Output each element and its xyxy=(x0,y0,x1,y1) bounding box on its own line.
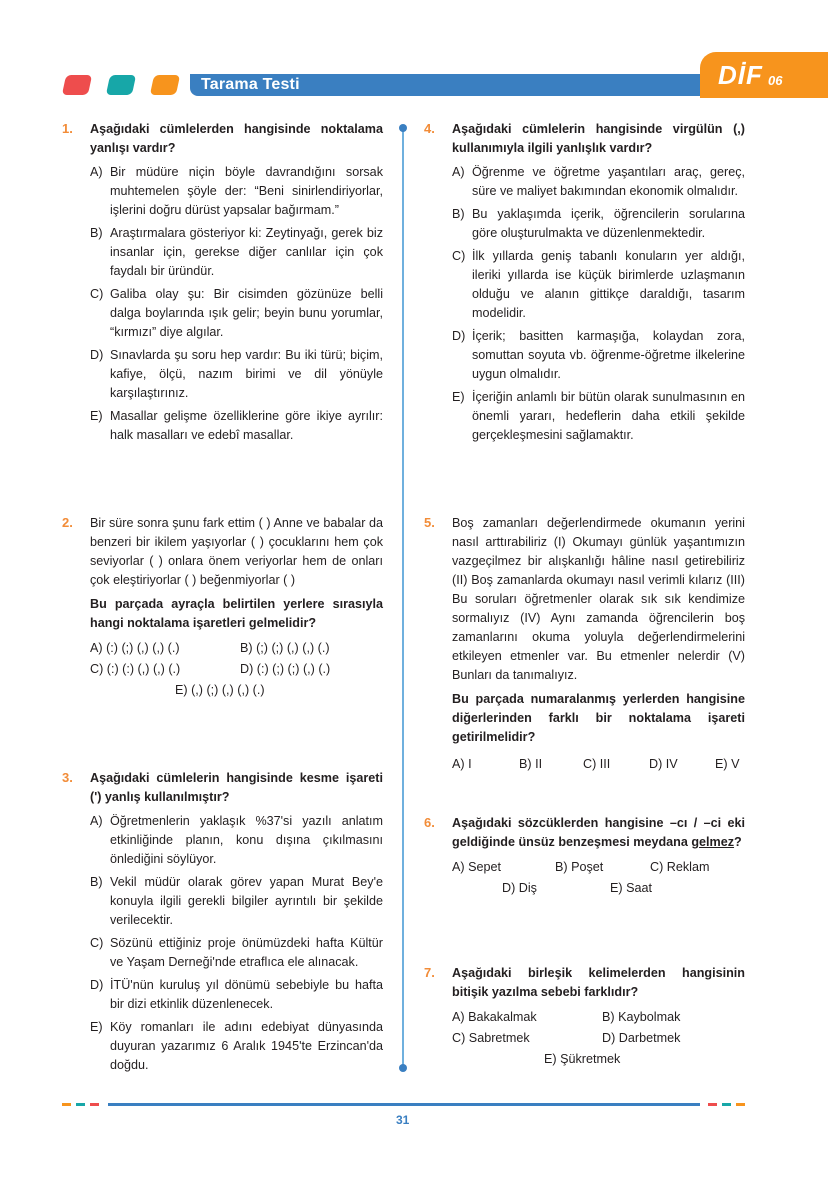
question-stem: Aşağıdaki sözcüklerden hangisine –cı / –ci eki geldiğinde ünsüz benzeşmesi meydana gelmez? xyxy=(452,816,745,849)
footer-dash xyxy=(722,1103,731,1106)
question-3 xyxy=(90,769,383,1075)
divider-top-dot xyxy=(399,124,407,132)
option-c[interactable]: C) Sabretmek xyxy=(452,1031,530,1045)
footer-dash xyxy=(736,1103,745,1106)
question-stem: Aşağıdaki cümlelerden hangisinde noktalama yanlışı vardır? xyxy=(90,122,383,155)
question-text: Boş zamanları değerlendirmede okumanın yerini nasıl arttırabiliriz (I) Okumayı günlük yaşantımızın vazgeçilmez bir alışkanlığı hâline nasıl getirebiliriz (II) Boş zamanlarda okumayı nasıl verimli kılarız (III) Bu soruları öğretmenler olarak sık sık kendimize sormalıyız (IV) Aynı zamanda öğrencilerin boş zamanlarını okuma yoluyla değerlendirmelerini etkileyen etmenler var. Bu etmenler nelerdir (V) Bunları da tanımalıyız. xyxy=(452,516,745,682)
option-a[interactable]: A) Öğrenme ve öğretme yaşantıları araç, gereç, süre ve maliyet bakımından ekonomik olmalıdır. xyxy=(452,165,745,198)
question-number: 1. xyxy=(62,121,73,136)
option-a[interactable]: A) Bakakalmak xyxy=(452,1010,537,1024)
question-stem: Aşağıdaki cümlelerin hangisinde virgülün (,) kullanımıyla ilgili yanlışlık vardır? xyxy=(452,122,745,155)
footer-dash xyxy=(62,1103,71,1106)
option-c[interactable]: C) Reklam xyxy=(650,860,710,874)
question-text: Bir süre sonra şunu fark ettim ( ) Anne ve babalar da benzeri bir ikilem yaşıyorlar ( ) çocuklarını hem çok seviyorlar ( ) onlara önem veriyorlar hem de onları çok eleştiriyorlar ( ) beğenmiyorlar ( ) xyxy=(90,516,383,587)
option-c[interactable]: C) Galiba olay şu: Bir cisimden gözünüze belli dalga boylarında ışık gelir; beyin bunu yorumlar, “kırmızı” diye algılar. xyxy=(90,287,383,339)
options-row xyxy=(452,1008,745,1029)
question-5 xyxy=(452,514,745,776)
option-e[interactable]: E) İçeriğin anlamlı bir bütün olarak sunulmasının en önemli yararı, hedeflerin daha etkili şekilde gerçekleşmesini sağlamaktır. xyxy=(452,390,745,442)
question-number: 5. xyxy=(424,515,435,530)
question-stem: Aşağıdaki birleşik kelimelerden hangisinin bitişik yazılma sebebi farklıdır? xyxy=(452,966,745,999)
option-e[interactable]: E) Köy romanları ile adını edebiyat dünyasında duyuran yazarımız 6 Aralık 1945'te Erzincan'da doğdu. xyxy=(90,1020,383,1072)
brand-logo: DİF xyxy=(718,60,763,90)
question-number: 7. xyxy=(424,965,435,980)
options-row xyxy=(90,681,383,702)
option-e[interactable]: E) Saat xyxy=(610,881,652,895)
options-row xyxy=(90,660,383,681)
column-divider xyxy=(402,127,404,1067)
question-stem: Aşağıdaki cümlelerin hangisinde kesme işareti (') yanlış kullanılmıştır? xyxy=(90,771,383,804)
header-title: Tarama Testi xyxy=(201,76,300,93)
option-b[interactable]: B) Vekil müdür olarak görev yapan Murat Bey'e konuyla ilgili gerekli bilgiler ayrıntılı bir şekilde verilecektir. xyxy=(90,875,383,927)
question-number: 3. xyxy=(62,770,73,785)
option-b[interactable]: B) Poşet xyxy=(555,860,604,874)
header-teal-block xyxy=(106,75,136,95)
options-row xyxy=(452,858,745,879)
options-row xyxy=(452,879,745,900)
divider-bottom-dot xyxy=(399,1064,407,1072)
brand-number: 06 xyxy=(768,73,783,88)
option-d[interactable]: D) Diş xyxy=(502,881,537,895)
option-b[interactable]: B) (;) (;) (,) (,) (.) xyxy=(240,641,330,655)
option-c[interactable]: C) Sözünü ettiğiniz proje önümüzdeki hafta Kültür ve Yaşam Derneği'nde etraflıca ele alınacak. xyxy=(90,936,383,969)
question-stem: Bu parçada ayraçla belirtilen yerlere sırasıyla hangi noktalama işaretleri gelmelidir? xyxy=(90,597,383,630)
option-d[interactable]: D) (:) (;) (;) (,) (.) xyxy=(240,662,331,676)
option-b[interactable]: B) II xyxy=(519,757,543,771)
option-a[interactable]: A) (:) (;) (,) (,) (.) xyxy=(90,641,180,655)
question-7 xyxy=(452,964,745,1071)
header-red-block xyxy=(62,75,92,95)
option-e[interactable]: E) (,) (;) (,) (,) (.) xyxy=(175,683,265,697)
option-d[interactable]: D) IV xyxy=(649,757,678,771)
option-d[interactable]: D) İTÜ'nün kuruluş yıl dönümü sebebiyle bu hafta bir dizi etkinlik düzenlenecek. xyxy=(90,978,383,1011)
option-d[interactable]: D) İçerik; basitten karmaşığa, kolaydan zora, somuttan soyuta vb. öğrenme-öğretme ilkelerine uygun olmalıdır. xyxy=(452,329,745,381)
option-d[interactable]: D) Darbetmek xyxy=(602,1031,681,1045)
option-c[interactable]: C) İlk yıllarda geniş tabanlı konuların yer aldığı, ileriki yıllarda ise küçük birimlerde uzlaşmanın olduğu ve alanın gittikçe daraldığı, tasarım modelidir. xyxy=(452,249,745,320)
options-row xyxy=(452,755,745,776)
option-d[interactable]: D) Sınavlarda şu soru hep vardır: Bu iki türü; biçim, kafiye, ölçü, nazım birimi ve dil yönüyle karşılaştırınız. xyxy=(90,348,383,400)
footer-dash xyxy=(90,1103,99,1106)
option-a[interactable]: A) Öğretmenlerin yaklaşık %37'si yazılı anlatım etkinliğinde planın, konu dışına çıkılmasını önlediğini söylüyor. xyxy=(90,814,383,866)
page-number: 31 xyxy=(396,1113,410,1127)
options-row xyxy=(452,1029,745,1050)
question-4 xyxy=(452,120,745,445)
question-number: 4. xyxy=(424,121,435,136)
question-number: 6. xyxy=(424,815,435,830)
question-6 xyxy=(452,814,745,900)
footer-dash xyxy=(708,1103,717,1106)
footer-dash xyxy=(76,1103,85,1106)
question-stem: Bu parçada numaralanmış yerlerden hangisine diğerlerinden farklı bir noktalama işareti getirilmelidir? xyxy=(452,692,745,744)
option-a[interactable]: A) Bir müdüre niçin böyle davrandığını sorsak muhtemelen şöyle der: “Beni sinirlendiriyorlar, işlerini doğru dürüst yapsalar bağırmam.” xyxy=(90,165,383,217)
header-orange-block xyxy=(150,75,180,95)
option-c[interactable]: C) (:) (:) (,) (,) (.) xyxy=(90,662,181,676)
question-2 xyxy=(90,514,383,702)
footer-bar xyxy=(108,1103,700,1106)
option-c[interactable]: C) III xyxy=(583,757,611,771)
question-1 xyxy=(90,120,383,445)
option-a[interactable]: A) Sepet xyxy=(452,860,502,874)
options-row xyxy=(452,1050,745,1071)
option-e[interactable]: E) Şükretmek xyxy=(544,1052,621,1066)
option-e[interactable]: E) V xyxy=(715,757,740,771)
option-b[interactable]: B) Bu yaklaşımda içerik, öğrencilerin sorularına göre oluşturulmakta ve düzenlenmektedir. xyxy=(452,207,745,240)
option-b[interactable]: B) Kaybolmak xyxy=(602,1010,681,1024)
option-e[interactable]: E) Masallar gelişme özelliklerine göre ikiye ayrılır: halk masalları ve edebî masallar. xyxy=(90,409,383,442)
question-number: 2. xyxy=(62,515,73,530)
option-b[interactable]: B) Araştırmalara gösteriyor ki: Zeytinyağı, gerek biz insanlar için, gerekse diğer canlılar için çok faydalı bir üründür. xyxy=(90,226,383,278)
option-a[interactable]: A) I xyxy=(452,757,472,771)
options-row xyxy=(90,639,383,660)
